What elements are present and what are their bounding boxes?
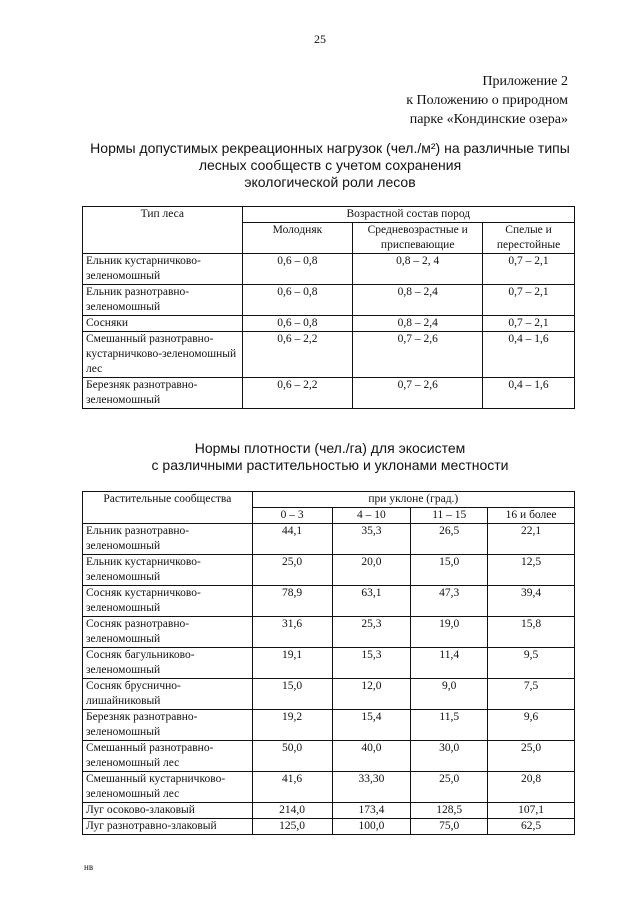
table-cell: 0,6 – 0,8 bbox=[242, 254, 353, 285]
row-label: Ельник кустарничково-зеленомошный bbox=[83, 555, 253, 586]
table-cell: 107,1 bbox=[488, 803, 575, 819]
table-cell: 0,7 – 2,1 bbox=[483, 285, 575, 316]
table-cell: 0,8 – 2,4 bbox=[353, 316, 483, 332]
table-cell: 0,6 – 2,2 bbox=[242, 332, 353, 378]
table-cell: 0,7 – 2,6 bbox=[353, 378, 483, 409]
table-row bbox=[83, 378, 575, 409]
table-cell: 214,0 bbox=[252, 803, 332, 819]
title-line: экологической роли лесов bbox=[244, 174, 416, 190]
table-cell: 25,0 bbox=[488, 741, 575, 772]
table-cell: 12,5 bbox=[488, 555, 575, 586]
table-row bbox=[83, 524, 575, 555]
row-label: Смешанный кустарничково-зеленомошный лес bbox=[83, 772, 253, 803]
table-cell: 125,0 bbox=[252, 819, 332, 835]
table-cell: 0,6 – 2,2 bbox=[242, 378, 353, 409]
table-cell: 78,9 bbox=[252, 586, 332, 617]
table-cell: 22,1 bbox=[488, 524, 575, 555]
column-group-header: Возрастной состав пород bbox=[242, 207, 574, 223]
column-header: 0 – 3 bbox=[252, 508, 332, 524]
table-cell: 9,6 bbox=[488, 710, 575, 741]
table-row bbox=[83, 332, 575, 378]
table-cell: 20,8 bbox=[488, 772, 575, 803]
table-cell: 63,1 bbox=[332, 586, 411, 617]
table-cell: 0,6 – 0,8 bbox=[242, 285, 353, 316]
row-label: Ельник разнотравно-зеленомошный bbox=[83, 285, 243, 316]
column-header: Спелые и перестойные bbox=[483, 223, 575, 254]
table-cell: 12,0 bbox=[332, 679, 411, 710]
table-row bbox=[83, 285, 575, 316]
table-row bbox=[83, 617, 575, 648]
appendix-line: парке «Кондинские озера» bbox=[409, 112, 568, 127]
table-row bbox=[83, 741, 575, 772]
title-line: с различными растительностью и уклонами местности bbox=[151, 457, 509, 473]
table1-title bbox=[60, 140, 600, 191]
table-row bbox=[83, 254, 575, 285]
table-cell: 0,7 – 2,1 bbox=[483, 316, 575, 332]
table-cell: 11,5 bbox=[411, 710, 488, 741]
table-cell: 15,4 bbox=[332, 710, 411, 741]
page-number: 25 bbox=[314, 32, 326, 46]
title-line: Нормы плотности (чел./га) для экосистем bbox=[194, 440, 466, 456]
table-cell: 47,3 bbox=[411, 586, 488, 617]
table-cell: 0,7 – 2,6 bbox=[353, 332, 483, 378]
column-header: Средневозрастные и приспевающие bbox=[353, 223, 483, 254]
appendix-line: к Положению о природном bbox=[406, 93, 568, 108]
table-cell: 62,5 bbox=[488, 819, 575, 835]
column-header: Тип леса bbox=[83, 207, 243, 254]
table-row bbox=[83, 679, 575, 710]
row-label: Сосняк разнотравно-зеленомошный bbox=[83, 617, 253, 648]
title-line: Нормы допустимых рекреационных нагрузок (чел./м²) на различные типы bbox=[90, 140, 570, 156]
row-label: Ельник разнотравно-зеленомошный bbox=[83, 524, 253, 555]
row-label: Березняк разнотравно-зеленомошный bbox=[83, 710, 253, 741]
row-label: Сосняк кустарничково-зеленомошный bbox=[83, 586, 253, 617]
table-cell: 26,5 bbox=[411, 524, 488, 555]
table-cell: 35,3 bbox=[332, 524, 411, 555]
table-cell: 0,8 – 2, 4 bbox=[353, 254, 483, 285]
table-cell: 25,3 bbox=[332, 617, 411, 648]
table2-title bbox=[60, 440, 600, 474]
row-label: Сосняки bbox=[83, 316, 243, 332]
row-label: Ельник кустарничково-зеленомошный bbox=[83, 254, 243, 285]
table-cell: 0,7 – 2,1 bbox=[483, 254, 575, 285]
row-label: Березняк разнотравно-зеленомошный bbox=[83, 378, 243, 409]
table-cell: 30,0 bbox=[411, 741, 488, 772]
table-cell: 0,4 – 1,6 bbox=[483, 378, 575, 409]
appendix-line: Приложение 2 bbox=[482, 74, 568, 89]
footer-mark: нв bbox=[84, 862, 94, 872]
column-group-header: при уклоне (град.) bbox=[252, 492, 574, 508]
table-cell: 15,0 bbox=[252, 679, 332, 710]
table-row bbox=[83, 316, 575, 332]
column-header: Растительные сообщества bbox=[83, 492, 253, 524]
table-cell: 50,0 bbox=[252, 741, 332, 772]
table-cell: 19,0 bbox=[411, 617, 488, 648]
table-cell: 19,1 bbox=[252, 648, 332, 679]
table-row bbox=[83, 819, 575, 835]
table-cell: 44,1 bbox=[252, 524, 332, 555]
table-cell: 33,30 bbox=[332, 772, 411, 803]
table-row bbox=[83, 772, 575, 803]
row-label: Смешанный разнотравно-зеленомошный лес bbox=[83, 741, 253, 772]
table-cell: 9,0 bbox=[411, 679, 488, 710]
table-cell: 15,0 bbox=[411, 555, 488, 586]
table-cell: 19,2 bbox=[252, 710, 332, 741]
table-row bbox=[83, 710, 575, 741]
table-row bbox=[83, 803, 575, 819]
table-cell: 0,8 – 2,4 bbox=[353, 285, 483, 316]
table-cell: 31,6 bbox=[252, 617, 332, 648]
density-table bbox=[82, 491, 575, 835]
column-header: Молодняк bbox=[242, 223, 353, 254]
table-cell: 25,0 bbox=[252, 555, 332, 586]
column-header: 4 – 10 bbox=[332, 508, 411, 524]
table-cell: 11,4 bbox=[411, 648, 488, 679]
table-cell: 0,4 – 1,6 bbox=[483, 332, 575, 378]
table-cell: 7,5 bbox=[488, 679, 575, 710]
table-cell: 20,0 bbox=[332, 555, 411, 586]
table-row bbox=[83, 555, 575, 586]
table-cell: 40,0 bbox=[332, 741, 411, 772]
column-header: 16 и более bbox=[488, 508, 575, 524]
table-row bbox=[83, 586, 575, 617]
recreational-load-table bbox=[82, 206, 575, 409]
column-header: 11 – 15 bbox=[411, 508, 488, 524]
row-label: Смешанный разнотравно-кустарничково-зеленомошный лес bbox=[83, 332, 243, 378]
table-cell: 41,6 bbox=[252, 772, 332, 803]
row-label: Луг осоково-злаковый bbox=[83, 803, 253, 819]
row-label: Сосняк бруснично-лишайниковый bbox=[83, 679, 253, 710]
table-cell: 128,5 bbox=[411, 803, 488, 819]
table-cell: 15,8 bbox=[488, 617, 575, 648]
table-cell: 9,5 bbox=[488, 648, 575, 679]
table-cell: 173,4 bbox=[332, 803, 411, 819]
table-cell: 25,0 bbox=[411, 772, 488, 803]
appendix-header bbox=[406, 72, 568, 129]
row-label: Сосняк багульниково-зеленомошный bbox=[83, 648, 253, 679]
row-label: Луг разнотравно-злаковый bbox=[83, 819, 253, 835]
table-cell: 100,0 bbox=[332, 819, 411, 835]
table-cell: 39,4 bbox=[488, 586, 575, 617]
table-cell: 75,0 bbox=[411, 819, 488, 835]
table-cell: 15,3 bbox=[332, 648, 411, 679]
table-row bbox=[83, 648, 575, 679]
title-line: лесных сообществ с учетом сохранения bbox=[198, 157, 462, 173]
table-cell: 0,6 – 0,8 bbox=[242, 316, 353, 332]
